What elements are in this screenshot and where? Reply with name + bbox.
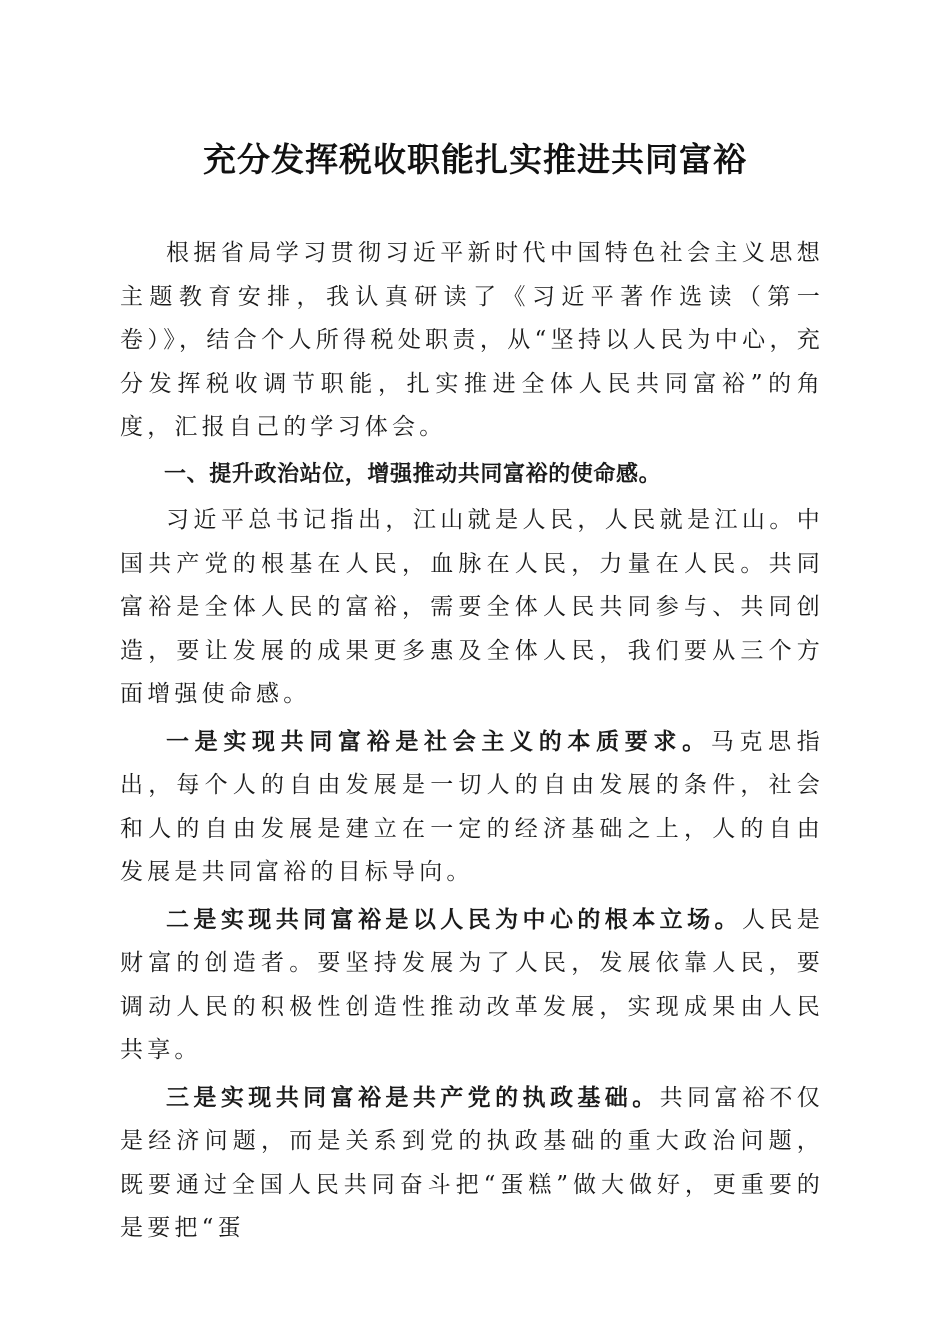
point-1-body: 马克思指出，每个人的自由发展是一切人的自由发展的条件，社会和人的自由发展是建立在一定的经济基础之上，人的自由发展是共同富裕的目标导向。	[120, 728, 824, 885]
point-1-lead: 一是实现共同富裕是社会主义的本质要求。	[166, 727, 711, 755]
intro-paragraph: 根据省局学习贯彻习近平新时代中国特色社会主义思想主题教育安排，我认真研读了《习近平著作选读（第一卷）》，结合个人所得税处职责，从“坚持以人民为中心，充分发挥税收调节职能，扎实推进全体人民共同富裕”的角度，汇报自己的学习体会。	[120, 240, 824, 440]
point-2-lead: 二是实现共同富裕是以人民为中心的根本立场。	[166, 905, 742, 933]
point-2-body: 人民是财富的创造者。要坚持发展为了人民，发展依靠人民，要调动人民的积极性创造性推动改革发展，实现成果由人民共享。	[120, 906, 824, 1063]
document-title: 充分发挥税收职能扎实推进共同富裕	[203, 140, 747, 179]
point-3-paragraph	[120, 1076, 824, 1251]
point-3-body: 共同富裕不仅是经济问题，而是关系到党的执政基础的重大政治问题，既要通过全国人民共同奋斗把“蛋糕”做大做好，更重要的是要把“蛋	[120, 1084, 824, 1241]
section-1-paragraph: 习近平总书记指出，江山就是人民，人民就是江山。中国共产党的根基在人民，血脉在人民，力量在人民。共同富裕是全体人民的富裕，需要全体人民共同参与、共同创造，要让发展的成果更多惠及全体人民，我们要从三个方面增强使命感。	[120, 507, 824, 707]
document-body	[120, 232, 824, 1254]
point-3-lead: 三是实现共同富裕是共产党的执政基础。	[166, 1083, 660, 1111]
section-1-heading: 一、提升政治站位，增强推动共同富裕的使命感。	[164, 461, 662, 487]
point-2-paragraph	[120, 898, 824, 1073]
point-1-paragraph	[120, 720, 824, 895]
